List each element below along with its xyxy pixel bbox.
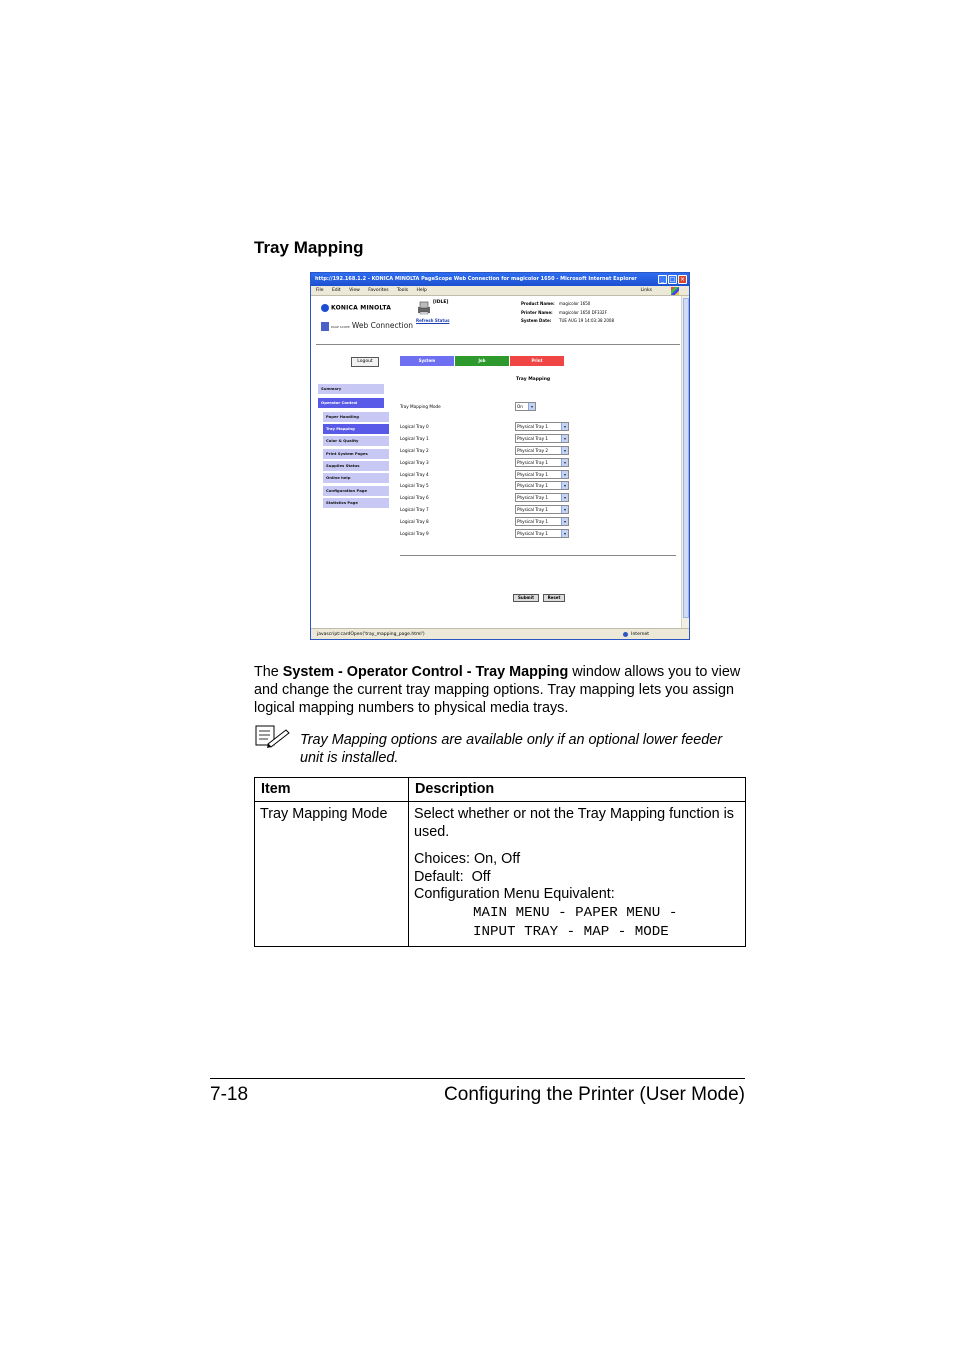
table-header-description: Description: [409, 778, 746, 802]
refresh-status-link[interactable]: Refresh Status: [416, 318, 450, 323]
vertical-scrollbar[interactable]: [681, 296, 689, 628]
page-heading: Tray Mapping: [516, 377, 551, 382]
globe-icon: [321, 304, 329, 312]
logical-tray-select[interactable]: Physical Tray 1 ▾: [515, 434, 569, 443]
table-header-row: [255, 778, 746, 802]
chevron-down-icon: ▾: [561, 494, 568, 501]
table-cell-item: Tray Mapping Mode: [255, 802, 409, 947]
logical-tray-select[interactable]: Physical Tray 1 ▾: [515, 422, 569, 431]
menu-edit[interactable]: Edit: [331, 288, 341, 293]
nav-tray-mapping[interactable]: Tray Mapping: [323, 424, 389, 434]
logout-button[interactable]: Logout: [351, 357, 379, 367]
chevron-down-icon: ▾: [561, 506, 568, 513]
logical-tray-label: Logical Tray 5: [400, 483, 429, 488]
status-bar: [311, 628, 689, 639]
printer-status: [IDLE]: [433, 300, 449, 305]
logical-tray-label: Logical Tray 7: [400, 507, 429, 512]
logical-tray-label: Logical Tray 8: [400, 519, 429, 524]
status-url: javascript:cardOpen('tray_mapping_page.html'): [317, 632, 425, 637]
chevron-down-icon: ▾: [561, 518, 568, 525]
form-divider: [400, 555, 676, 556]
chevron-down-icon: ▾: [528, 403, 535, 410]
logical-tray-select[interactable]: Physical Tray 1 ▾: [515, 481, 569, 490]
menu-view[interactable]: View: [349, 288, 360, 293]
logical-tray-select[interactable]: Physical Tray 1 ▾: [515, 493, 569, 502]
chevron-down-icon: ▾: [561, 530, 568, 537]
logical-tray-select[interactable]: Physical Tray 1 ▾: [515, 458, 569, 467]
pagescope-logo: PAGE SCOPE Web Connection: [321, 321, 413, 331]
minimize-icon[interactable]: _: [658, 275, 667, 284]
tab-system[interactable]: System: [400, 356, 454, 366]
status-zone: Internet: [631, 629, 649, 640]
scrollbar-thumb[interactable]: [683, 298, 689, 618]
menu-file[interactable]: File: [316, 288, 324, 293]
equivalent-text: Configuration Menu Equivalent:: [414, 886, 615, 902]
internet-zone-icon: [623, 632, 628, 637]
logical-tray-select[interactable]: Physical Tray 1 ▾: [515, 470, 569, 479]
menu-favorites[interactable]: Favorites: [368, 288, 389, 293]
window-title-bar: [311, 273, 689, 286]
window-title: http://192.168.1.2 - KONICA MINOLTA PageScope Web Connection for magicolor 1650 - Microsoft Internet Explorer: [315, 276, 637, 282]
logical-tray-select[interactable]: Physical Tray 2 ▾: [515, 446, 569, 455]
nav-configuration-page[interactable]: Configuration Page: [323, 486, 389, 496]
section-title: Tray Mapping: [254, 238, 364, 257]
window-controls: [658, 275, 687, 284]
table-row: [255, 802, 746, 947]
nav-paper-handling[interactable]: Paper Handling: [323, 412, 389, 422]
logical-tray-label: Logical Tray 6: [400, 495, 429, 500]
chevron-down-icon: ▾: [561, 482, 568, 489]
chevron-down-icon: ▾: [561, 423, 568, 430]
pagescope-icon: [321, 322, 329, 331]
choices-text: Choices: On, Off: [414, 851, 521, 867]
menu-help[interactable]: Help: [416, 288, 427, 293]
menu-path-line: INPUT TRAY - MAP - MODE: [473, 923, 669, 940]
browser-screenshot: [310, 272, 690, 640]
logical-tray-select[interactable]: Physical Tray 1 ▾: [515, 517, 569, 526]
nav-color-quality[interactable]: Color & Quality: [323, 436, 389, 446]
konica-minolta-logo: KONICA MINOLTA: [321, 304, 391, 312]
close-icon[interactable]: ×: [679, 276, 686, 283]
page-viewport: [311, 296, 681, 628]
chevron-down-icon: ▾: [561, 435, 568, 442]
intro-paragraph: The System - Operator Control - Tray Mapping window allows you to view and change the current tray mapping options. Tray mapping lets you assign logical mapping numbers to physical media trays.: [254, 664, 741, 716]
logical-tray-label: Logical Tray 3: [400, 460, 429, 465]
reset-button[interactable]: Reset: [543, 594, 565, 602]
info-row: System Date: TUE AUG 19 14:03:38 2008: [521, 318, 614, 323]
description-text: Select whether or not the Tray Mapping function is used.: [414, 806, 734, 840]
logical-tray-select[interactable]: Physical Tray 1 ▾: [515, 529, 569, 538]
windows-logo-icon: [671, 287, 679, 295]
default-text: Default: Off: [414, 868, 491, 885]
tray-mapping-mode-select[interactable]: On ▾: [515, 402, 536, 411]
tab-job[interactable]: Job: [455, 356, 509, 366]
logical-tray-label: Logical Tray 4: [400, 472, 429, 477]
links-toolbar[interactable]: Links: [640, 288, 652, 293]
info-row: Printer Name: magicolor 1650 DF332F: [521, 309, 607, 315]
logical-tray-label: Logical Tray 2: [400, 448, 429, 453]
tray-mapping-mode-label: Tray Mapping Mode: [400, 404, 441, 409]
maximize-icon[interactable]: □: [669, 276, 676, 283]
logical-tray-label: Logical Tray 0: [400, 424, 429, 429]
nav-print-system-pages[interactable]: Print System Pages: [323, 449, 389, 459]
table-header-item: Item: [255, 778, 409, 802]
chevron-down-icon: ▾: [561, 471, 568, 478]
menu-path-bold: System - Operator Control - Tray Mapping: [282, 664, 569, 680]
menu-tools[interactable]: Tools: [397, 288, 409, 293]
chevron-down-icon: ▾: [561, 447, 568, 454]
logical-tray-label: Logical Tray 1: [400, 436, 429, 441]
nav-summary[interactable]: Summary: [318, 384, 384, 394]
chevron-down-icon: ▾: [561, 459, 568, 466]
tab-print[interactable]: Print: [510, 356, 564, 366]
printer-icon: [417, 301, 431, 315]
menu-path-line: MAIN MENU - PAPER MENU -: [473, 904, 678, 921]
note-text: Tray Mapping options are available only if an optional lower feeder unit is installed.: [300, 732, 723, 766]
info-row: Product Name: magicolor 1650: [521, 301, 591, 306]
page-number: 7-18: [210, 1084, 249, 1105]
logical-tray-select[interactable]: Physical Tray 1 ▾: [515, 505, 569, 514]
logical-tray-label: Logical Tray 9: [400, 531, 429, 536]
nav-statistics-page[interactable]: Statistics Page: [323, 498, 389, 508]
submit-button[interactable]: Submit: [513, 594, 539, 602]
header-divider: [316, 344, 680, 345]
note-pencil-icon: [254, 724, 290, 748]
description-table: [254, 777, 746, 947]
footer-divider: [210, 1078, 745, 1079]
table-cell-description: [409, 802, 746, 947]
nav-online-help[interactable]: Online help: [323, 473, 389, 483]
nav-operator-control[interactable]: Operator Control: [318, 398, 384, 408]
printer-info: [521, 300, 614, 326]
nav-supplies-status[interactable]: Supplies Status: [323, 461, 389, 471]
chapter-title: Configuring the Printer (User Mode): [444, 1084, 745, 1105]
menu-bar: [311, 286, 689, 296]
